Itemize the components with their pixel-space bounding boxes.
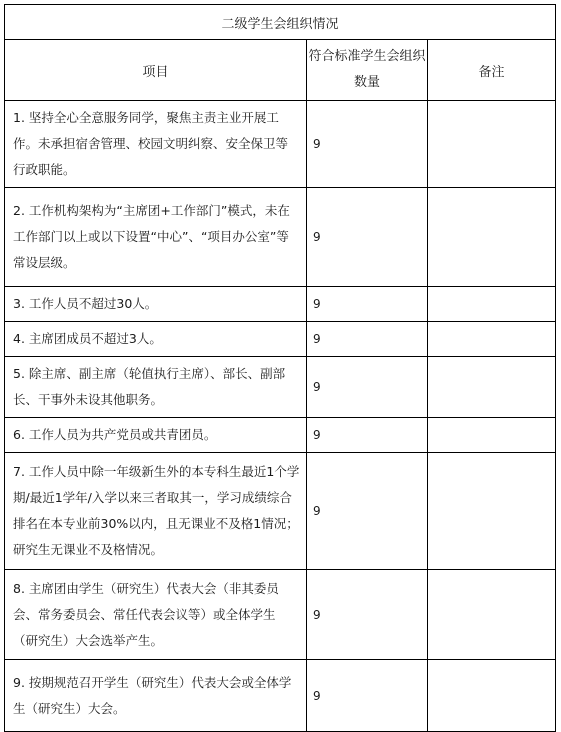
row-count: 9 <box>307 570 428 660</box>
row-count: 9 <box>307 188 428 287</box>
student-union-table <box>4 4 556 732</box>
header-remarks: 备注 <box>428 40 556 101</box>
row-note <box>428 101 556 188</box>
row-note <box>428 287 556 322</box>
row-note <box>428 322 556 357</box>
row-count: 9 <box>307 357 428 418</box>
row-count: 9 <box>307 453 428 570</box>
row-item: 2. 工作机构架构为“主席团+工作部门”模式，未在工作部门以上或以下设置“中心”、“项目办公室”等常设层级。 <box>5 188 307 287</box>
table-row <box>5 660 556 732</box>
table-row <box>5 357 556 418</box>
row-count: 9 <box>307 101 428 188</box>
table-row <box>5 188 556 287</box>
row-item: 9. 按期规范召开学生（研究生）代表大会或全体学生（研究生）大会。 <box>5 660 307 732</box>
row-count: 9 <box>307 660 428 732</box>
row-item: 7. 工作人员中除一年级新生外的本专科生最近1个学期/最近1学年/入学以来三者取其一，学习成绩综合排名在本专业前30%以内，且无课业不及格1情况；研究生无课业不及格情况。 <box>5 453 307 570</box>
row-count: 9 <box>307 418 428 453</box>
row-item: 8. 主席团由学生（研究生）代表大会（非其委员会、常务委员会、常任代表会议等）或全体学生（研究生）大会选举产生。 <box>5 570 307 660</box>
header-item: 项目 <box>5 40 307 101</box>
row-count: 9 <box>307 322 428 357</box>
header-row <box>5 40 556 101</box>
row-note <box>428 660 556 732</box>
row-item: 1. 坚持全心全意服务同学，聚焦主责主业开展工作。未承担宿舍管理、校园文明纠察、安全保卫等行政职能。 <box>5 101 307 188</box>
table-title: 二级学生会组织情况 <box>5 5 556 40</box>
table-row <box>5 418 556 453</box>
row-item: 6. 工作人员为共产党员或共青团员。 <box>5 418 307 453</box>
row-note <box>428 188 556 287</box>
table-row <box>5 322 556 357</box>
row-note <box>428 357 556 418</box>
row-item: 4. 主席团成员不超过3人。 <box>5 322 307 357</box>
row-item: 3. 工作人员不超过30人。 <box>5 287 307 322</box>
row-count: 9 <box>307 287 428 322</box>
title-row <box>5 5 556 40</box>
table-row <box>5 101 556 188</box>
row-note <box>428 453 556 570</box>
row-note <box>428 418 556 453</box>
header-standard-line2: 数量 <box>353 75 380 90</box>
header-standard-line1: 符合标准学生会组织 <box>308 49 426 64</box>
table-row <box>5 570 556 660</box>
table-row <box>5 453 556 570</box>
row-note <box>428 570 556 660</box>
row-item: 5. 除主席、副主席（轮值执行主席）、部长、副部长、干事外未设其他职务。 <box>5 357 307 418</box>
table-row <box>5 287 556 322</box>
header-standard-count <box>307 40 428 101</box>
